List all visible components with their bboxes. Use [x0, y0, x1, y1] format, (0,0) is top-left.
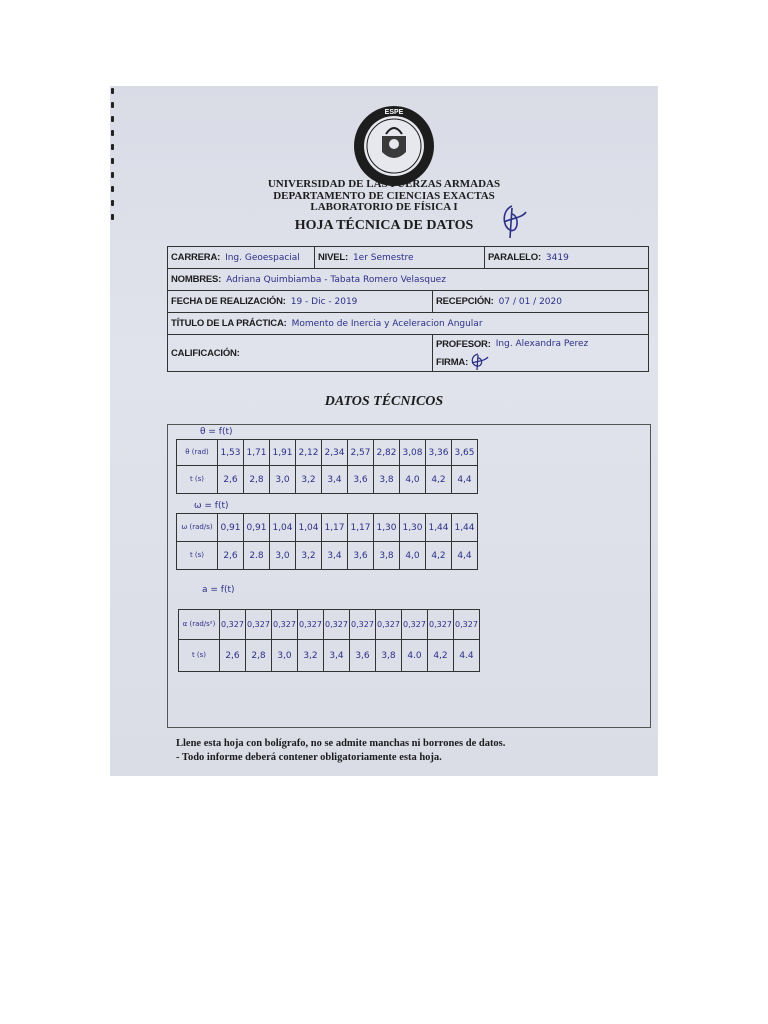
table-cell: 0,327	[454, 610, 480, 640]
table-cell: 4,4	[452, 466, 478, 494]
profesor-cell: PROFESOR: Ing. Alexandra Perez FIRMA:	[432, 335, 648, 371]
table-cell: 0,327	[272, 610, 298, 640]
table-cell: 3,6	[348, 466, 374, 494]
table-cell: 2,57	[348, 440, 374, 466]
table-cell: 4.4	[454, 640, 480, 672]
table-cell: 2,8	[246, 640, 272, 672]
table-cell: 4,0	[400, 542, 426, 570]
footer-note-1: Llene esta hoja con bolígrafo, no se admite manchas ni borrones de datos.	[176, 738, 506, 749]
table-cell: 3,8	[374, 542, 400, 570]
table-cell: 1,44	[452, 514, 478, 542]
table-cell: 0,327	[298, 610, 324, 640]
firma-signature-icon	[468, 353, 490, 371]
recepcion-cell: RECEPCIÓN: 07 / 01 / 2020	[432, 291, 648, 312]
data-table-2	[176, 513, 478, 570]
table-cell: 3,2	[298, 640, 324, 672]
function-label-2: ω = f(t)	[194, 501, 229, 511]
table-cell: 3,8	[374, 466, 400, 494]
table-cell: 3,36	[426, 440, 452, 466]
titulo-cell: TÍTULO DE LA PRÁCTICA: Momento de Inercia y Aceleracion Angular	[171, 318, 483, 329]
table-cell: 4,4	[452, 542, 478, 570]
table-cell: 4,2	[426, 466, 452, 494]
fecha-cell: FECHA DE REALIZACIÓN: 19 - Dic - 2019	[171, 296, 358, 307]
row-header: ω (rad/s)	[177, 514, 218, 542]
table-cell: 0,327	[376, 610, 402, 640]
table-cell: 3,4	[324, 640, 350, 672]
table-cell: 3,0	[272, 640, 298, 672]
row-header: θ (rad)	[177, 440, 218, 466]
data-table-3	[178, 609, 480, 672]
table-cell: 3,0	[270, 466, 296, 494]
table-cell: 2.8	[244, 542, 270, 570]
department-name: DEPARTAMENTO DE CIENCIAS EXACTAS	[273, 190, 495, 202]
table-cell: 1,17	[322, 514, 348, 542]
function-label-3: a = f(t)	[202, 585, 235, 595]
table-cell: 2,12	[296, 440, 322, 466]
nombres-cell: NOMBRES: Adriana Quimbiamba - Tabata Romero Velasquez	[171, 274, 446, 285]
table-cell: 1,30	[374, 514, 400, 542]
table-cell: 0,91	[218, 514, 244, 542]
datos-tecnicos-title: DATOS TÉCNICOS	[324, 394, 444, 409]
table-cell: 1,17	[348, 514, 374, 542]
table-cell: 4,2	[428, 640, 454, 672]
sheet-title: HOJA TÉCNICA DE DATOS	[294, 218, 474, 233]
table-cell: 1,91	[270, 440, 296, 466]
table-cell: 1,44	[426, 514, 452, 542]
university-name: UNIVERSIDAD DE LAS FUERZAS ARMADAS	[267, 178, 501, 190]
table-cell: 0,91	[244, 514, 270, 542]
table-cell: 4,0	[400, 466, 426, 494]
table-cell: 2,82	[374, 440, 400, 466]
table-cell: 3,4	[322, 466, 348, 494]
nivel-cell: NIVEL: 1er Semestre	[314, 247, 484, 268]
table-cell: 0,327	[428, 610, 454, 640]
lab-name: LABORATORIO DE FÍSICA I	[310, 201, 458, 213]
table-cell: 3,4	[322, 542, 348, 570]
table-cell: 3,0	[270, 542, 296, 570]
table-cell: 3,2	[296, 466, 322, 494]
table-cell: 2,6	[218, 542, 244, 570]
table-cell: 1,71	[244, 440, 270, 466]
scanned-sheet	[110, 86, 658, 776]
data-box	[167, 424, 651, 728]
table-cell: 4.0	[402, 640, 428, 672]
info-table	[167, 246, 649, 372]
table-cell: 0,327	[350, 610, 376, 640]
table-cell: 0,327	[402, 610, 428, 640]
table-cell: 2,34	[322, 440, 348, 466]
table-cell: 1,04	[296, 514, 322, 542]
carrera-cell: CARRERA: Ing. Geoespacial	[171, 252, 300, 263]
table-cell: 0,327	[246, 610, 272, 640]
table-cell: 3,6	[350, 640, 376, 672]
table-cell: 3,08	[400, 440, 426, 466]
table-cell: 1,30	[400, 514, 426, 542]
table-cell: 0,327	[220, 610, 246, 640]
seal-text: ESPE	[384, 109, 404, 116]
table-cell: 4,2	[426, 542, 452, 570]
table-cell: 2,8	[244, 466, 270, 494]
data-table-1	[176, 439, 478, 494]
calificacion-cell: CALIFICACIÓN:	[171, 347, 240, 359]
table-cell: 2,6	[218, 466, 244, 494]
row-header: t (s)	[179, 640, 220, 672]
table-cell: 3,8	[376, 640, 402, 672]
footer-note-2: - Todo informe deberá contener obligatoriamente esta hoja.	[176, 752, 442, 763]
row-header: α (rad/s²)	[179, 610, 220, 640]
table-cell: 1,53	[218, 440, 244, 466]
table-cell: 3,2	[296, 542, 322, 570]
table-cell: 0,327	[324, 610, 350, 640]
signature-icon	[498, 204, 528, 240]
function-label-1: θ = f(t)	[200, 427, 233, 437]
row-header: t (s)	[177, 542, 218, 570]
table-cell: 3,65	[452, 440, 478, 466]
university-seal-icon	[352, 104, 436, 188]
row-header: t (s)	[177, 466, 218, 494]
paralelo-cell: PARALELO: 3419	[484, 247, 648, 268]
table-cell: 2,6	[220, 640, 246, 672]
table-cell: 3,6	[348, 542, 374, 570]
table-cell: 1,04	[270, 514, 296, 542]
